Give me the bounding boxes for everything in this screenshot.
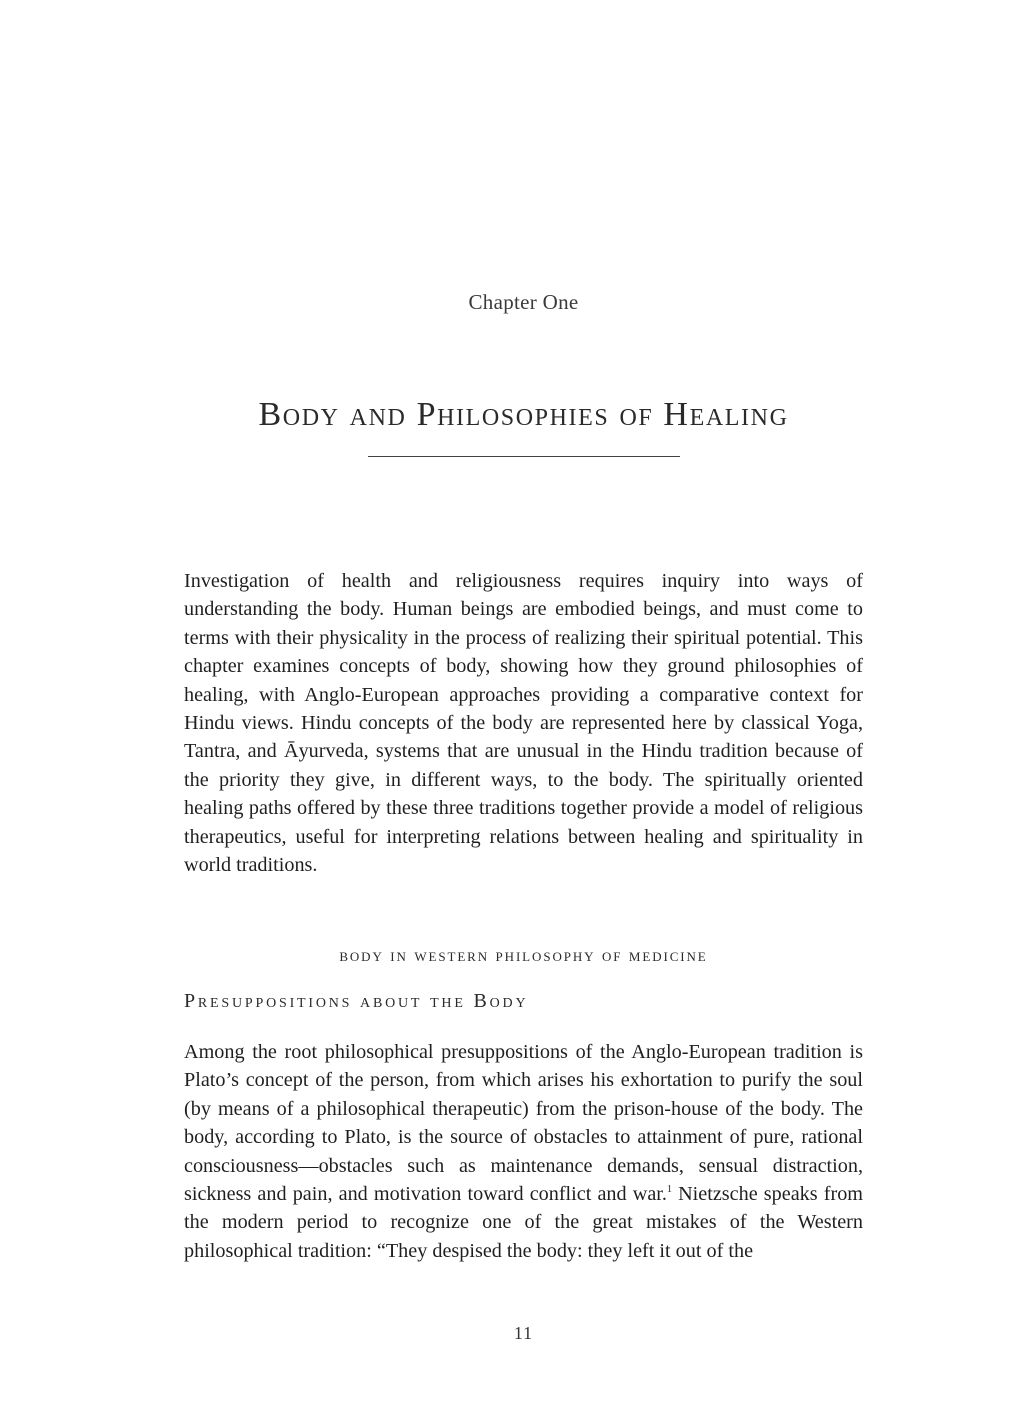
presuppositions-paragraph — [184, 1038, 863, 1265]
title-rule — [368, 456, 680, 457]
chapter-label: Chapter One — [468, 290, 579, 314]
subsection-heading: Presuppositions about the Body — [184, 990, 529, 1012]
chapter-title: Body and Philosophies of Healing — [258, 396, 789, 433]
section-heading: body in western philosophy of medicine — [339, 946, 708, 966]
page-number: 11 — [513, 1323, 534, 1343]
footnote-reference[interactable]: 1 — [666, 1184, 672, 1196]
intro-paragraph: Investigation of health and religiousness requires inquiry into ways of understanding the body. Human beings are embodied beings, and must come to terms with their physicality in the process of realizing their spiritual potential. This chapter examines concepts of body, showing how they ground philosophies of healing, with Anglo-European approaches providing a comparative context for Hindu views. Hindu concepts of the body are represented here by classical Yoga, Tantra, and Āyurveda, systems that are unusual in the Hindu tradition because of the priority they give, in different ways, to the body. The spiritually oriented healing paths offered by these three traditions together provide a model of religious therapeutics, useful for interpreting relations between healing and spirituality in world traditions. — [184, 570, 863, 877]
paragraph-text-part1: Among the root philosophical presuppositions of the Anglo-European tradition is Plato’s concept of the person, from which arises his exhortation to purify the soul (by means of a philosophical therapeutic) from the prison-house of the body. The body, according to Plato, is the source of obstacles to attainment of pure, rational consciousness—obstacles such as maintenance demands, sensual distraction, sickness and pain, and motivation toward conflict and war. — [184, 1041, 863, 1206]
paragraph-text-part2: Nietzsche speaks from the modern period to recognize one of the great mistakes of the Western philosophical tradition: “They despised the body: they left it out of the — [184, 1183, 863, 1262]
